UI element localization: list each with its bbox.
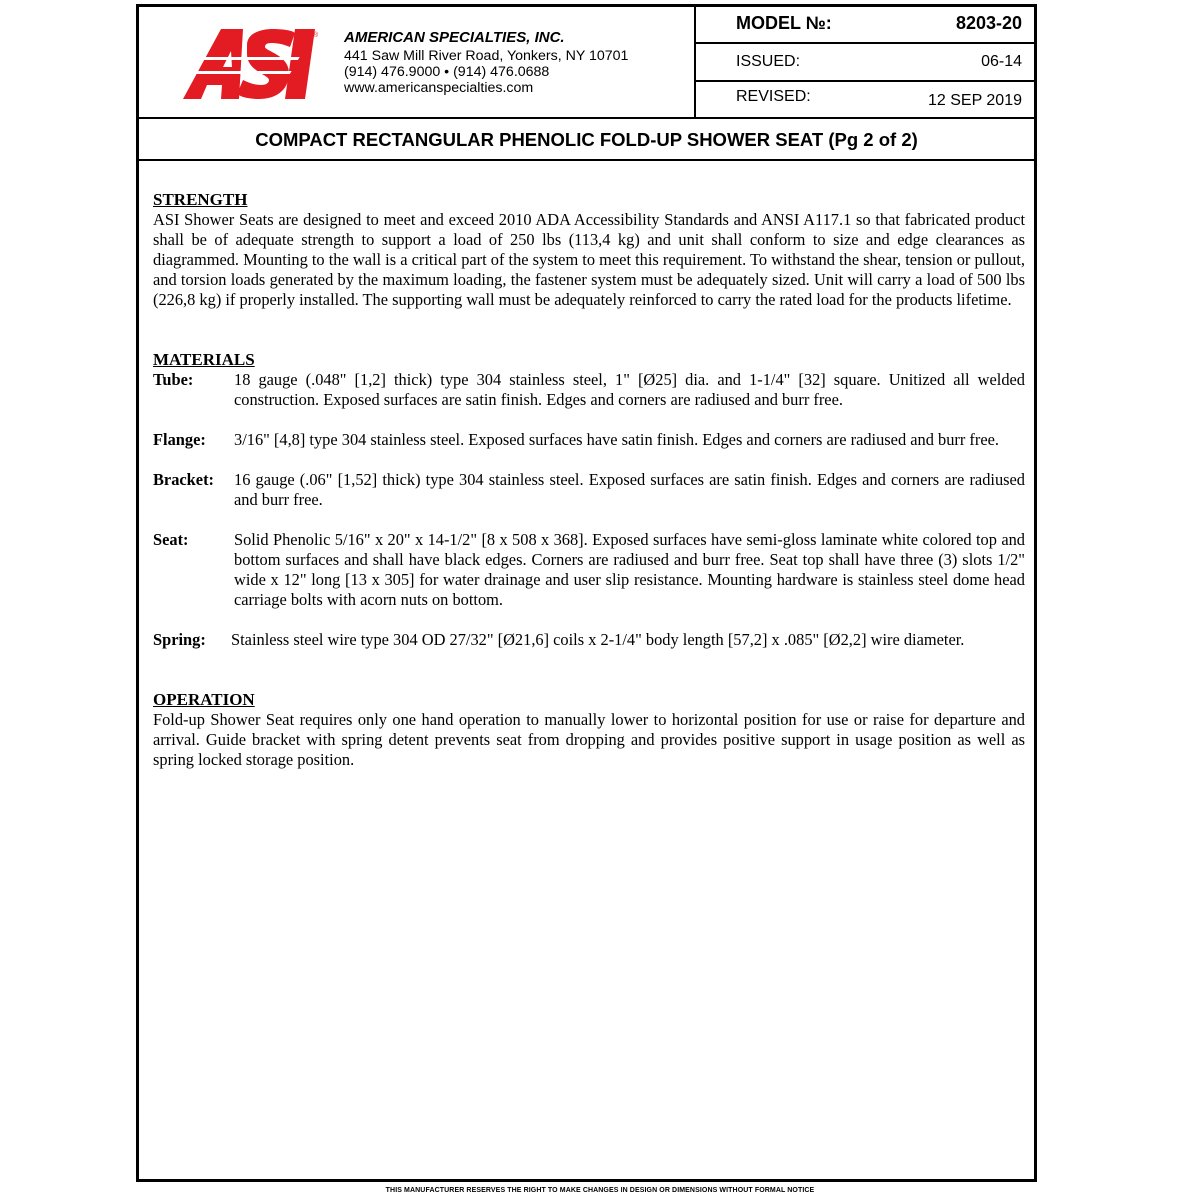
revised-row — [696, 82, 1036, 117]
svg-text:®: ® — [313, 32, 319, 39]
issued-row — [696, 44, 1036, 82]
document-title: COMPACT RECTANGULAR PHENOLIC FOLD-UP SHOWER SEAT (Pg 2 of 2) — [255, 129, 918, 150]
material-label: Tube: — [153, 370, 194, 389]
header — [139, 7, 1034, 119]
material-label: Flange: — [153, 430, 206, 449]
material-text: Solid Phenolic 5/16" x 20" x 14-1/2" [8 x 508 x 368]. Exposed surfaces have semi-gloss laminate white colored top and bottom surfaces and shall have black edges. Corners are radiused and burr free. Seat top shall have three (3) slots 1/2" wide x 12" long [13 x 305] for water drainage and user slip resistance. Mounting hardware is stainless steel dome head carriage bolts with acorn nuts on bottom. — [234, 530, 1025, 609]
material-label: Spring: — [153, 630, 206, 649]
material-text: 16 gauge (.06" [1,52] thick) type 304 stainless steel. Exposed surfaces are satin finish. Edges and corners are radiused and burr free. — [234, 470, 1025, 509]
company-name: AMERICAN SPECIALTIES, INC. — [344, 29, 565, 46]
revised-value: 12 SEP 2019 — [927, 92, 1022, 109]
material-text: 18 gauge (.048" [1,2] thick) type 304 stainless steel, 1" [Ø25] dia. and 1-1/4" [32] square. Unitized all welded construction. Exposed surfaces are satin finish. Edges and corners are radiused and burr free. — [234, 370, 1025, 409]
revised-label: REVISED: — [736, 88, 811, 105]
company-block — [344, 29, 628, 96]
material-label: Bracket: — [153, 470, 214, 489]
document-body — [153, 190, 1025, 770]
company-address: 441 Saw Mill River Road, Yonkers, NY 10701 — [344, 48, 629, 64]
material-item-tube — [153, 370, 1025, 410]
material-item-flange — [153, 430, 1025, 450]
material-text: Stainless steel wire type 304 OD 27/32" [Ø21,6] coils x 2-1/4" body length [57,2] x .085" [Ø2,2] wire diameter. — [231, 630, 965, 649]
material-text: 3/16" [4,8] type 304 stainless steel. Exposed surfaces have satin finish. Edges and corners are radiused and burr free. — [234, 430, 999, 449]
model-label: MODEL №: — [736, 13, 832, 33]
asi-logo — [177, 27, 317, 101]
operation-text: Fold-up Shower Seat requires only one hand operation to manually lower to horizontal position for use or raise for departure and arrival. Guide bracket with spring detent prevents seat from dropping and provides positive support in usage position as well as spring locked storage position. — [153, 710, 1025, 769]
material-item-seat — [153, 530, 1025, 610]
strength-heading: STRENGTH — [153, 190, 248, 209]
issued-label: ISSUED: — [736, 53, 801, 70]
strength-text: ASI Shower Seats are designed to meet and exceed 2010 ADA Accessibility Standards and ANSI A117.1 so that fabricated product shall be of adequate strength to support a load of 250 lbs (113,4 kg) and unit shall conform to size and edge clearances as diagrammed. Mounting to the wall is a critical part of the system to meet this requirement. To withstand the shear, tension or pullout, and torsion loads generated by the maximum loading, the fastener system must be adequately sized. Unit will carry a load of 500 lbs (226,8 kg) if properly installed. The supporting wall must be adequately reinforced to carry the rated load for the products lifetime. — [153, 210, 1025, 309]
materials-heading: MATERIALS — [153, 350, 255, 369]
issued-value: 06-14 — [981, 53, 1022, 70]
operation-heading: OPERATION — [153, 690, 255, 709]
model-info-box — [694, 7, 1036, 117]
title-bar — [139, 117, 1034, 161]
footer-notice: THIS MANUFACTURER RESERVES THE RIGHT TO MAKE CHANGES IN DESIGN OR DIMENSIONS WITHOUT FORMAL NOTICE — [385, 1187, 815, 1194]
company-website: www.americanspecialties.com — [344, 80, 534, 96]
model-row — [696, 7, 1036, 44]
company-phone: (914) 476.9000 • (914) 476.0688 — [344, 64, 550, 80]
material-item-spring — [153, 630, 1025, 650]
material-label: Seat: — [153, 530, 189, 549]
spec-sheet — [136, 4, 1037, 1182]
model-value: 8203-20 — [955, 13, 1022, 33]
material-item-bracket — [153, 470, 1025, 510]
